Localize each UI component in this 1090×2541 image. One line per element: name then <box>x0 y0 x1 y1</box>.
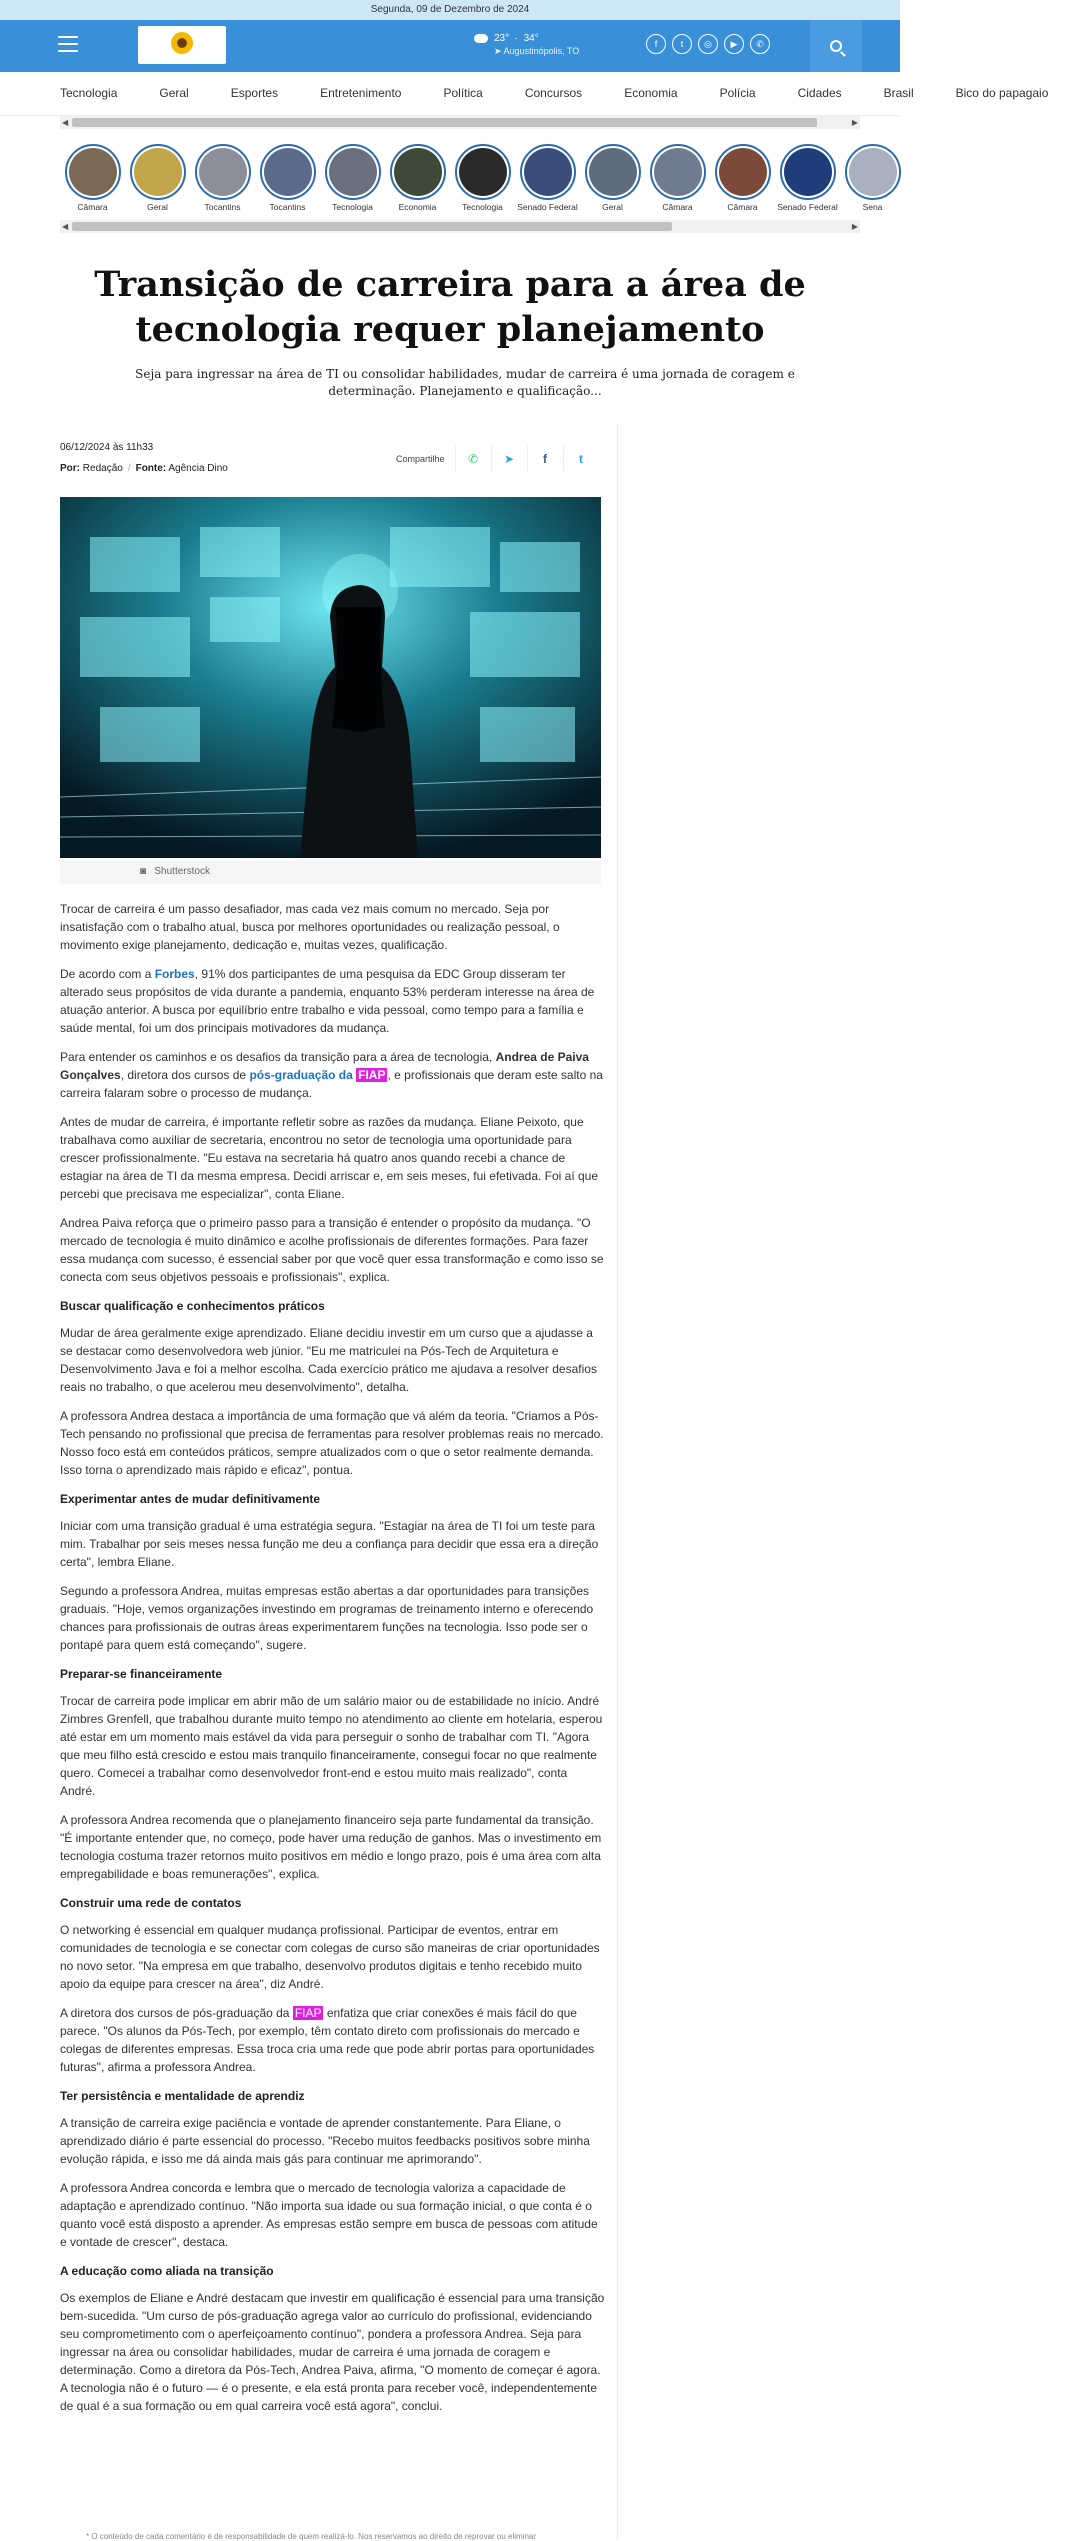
photo-credit: Shutterstock <box>154 866 210 877</box>
paragraph: Trocar de carreira é um passo desafiador, mas cada vez mais comum no mercado. Seja por insatisfação com o trabalho atual, busca por melhores oportunidades ou realização pessoal, o movimento exige planejamento, dedicação e, muitas vezes, qualificação. <box>60 902 560 952</box>
story-label: Sena <box>862 202 883 212</box>
twitter-share-icon[interactable]: t <box>563 446 599 472</box>
story-label: Tecnologia <box>462 202 503 212</box>
story-item[interactable] <box>840 144 905 212</box>
paragraph: A professora Andrea destaca a importância de uma formação que vá além da teoria. "Criamos a Pós-Tech pensando no profissional que precisa de ferramentas para resolver problemas reais no mercado. Nosso foco está em conteúdos práticos, sempre atualizados com o que o setor realmente demanda. Isso torna o aprendizado mais rápido e eficaz", pontua. <box>60 1409 604 1477</box>
story-thumbnail <box>585 144 641 200</box>
source: Agência Dino <box>168 463 228 474</box>
whatsapp-icon[interactable]: ✆ <box>750 34 770 54</box>
stories-scrollbar[interactable] <box>60 220 860 233</box>
paragraph: Os exemplos de Eliane e André destacam que investir em qualificação é essencial para uma transição bem-sucedida. "Um curso de pós-graduação agrega valor ao currículo do profissional, evidenciando seu comprometimento com o aperfeiçoamento contínuo", pondera a professora Andrea. Seja para ingressar na área ou consolidar habilidades, mudar de carreira é uma jornada de coragem e determinação. Como a diretora da Pós-Tech, Andrea Paiva, afirma, "O momento de começar é agora. A tecnologia não é o futuro — é o presente, e ela está pronta para receber você, independentemente de qual é a sua formação ou em qual carreira você está agora", conclui. <box>60 2291 605 2413</box>
story-item[interactable] <box>515 144 580 212</box>
facebook-share-icon[interactable]: f <box>527 446 563 472</box>
weather-min: 23° <box>494 33 510 44</box>
category-scrollbar[interactable] <box>60 116 860 129</box>
story-image <box>329 148 377 196</box>
story-image <box>69 148 117 196</box>
story-image <box>394 148 442 196</box>
story-image <box>719 148 767 196</box>
paragraph: Antes de mudar de carreira, é importante refletir sobre as razões da mudança. Eliane Peixoto, que trabalhava como auxiliar de secretaria, encontrou no setor de tecnologia uma oportunidade para crescer profissionalmente. "Eu estava na secretaria há quatro anos quando recebi a chance de estagiar na área de TI da mesma empresa. Decidi arriscar e, em seis meses, fui efetivada. Foi aí que percebi que precisava me especializar", conta Eliane. <box>60 1115 599 1201</box>
paragraph: A transição de carreira exige paciência e vontade de aprender constantemente. Para Eliane, o aprendizado diário é parte essencial do processo. "Recebo muitos feedbacks positivos sobre minha evolução rápida, e isso me dá ainda mais gás para continuar me aprimorando". <box>60 2116 590 2166</box>
article-photo <box>60 497 601 858</box>
whatsapp-share-icon[interactable]: ✆ <box>455 446 491 472</box>
comments-disclaimer: * O conteúdo de cada comentário é de responsabilidade de quem realizá-lo. Nos reservamos ao direito de reprovar ou eliminar <box>86 2532 537 2541</box>
weather-widget: 23° · 34° ➤ Augustinópolis, TO <box>494 32 579 58</box>
story-thumbnail <box>845 144 901 200</box>
date-bar <box>0 0 900 20</box>
site-header <box>0 20 900 72</box>
section-heading: Buscar qualificação e conhecimentos práticos <box>60 1299 325 1313</box>
nav-item[interactable]: Esportes <box>230 86 279 100</box>
paragraph: A diretora dos cursos de pós-graduação da FIAP enfatiza que criar conexões é mais fácil do que parece. "Os alunos da Pós-Tech, por exemplo, têm contato direto com profissionais do mercado e colegas de diferentes empresas. Essa troca cria uma rede que pode abrir portas para oportunidades futuras", afirma a professora Andrea. <box>60 2006 595 2074</box>
story-thumbnail <box>130 144 186 200</box>
story-image <box>199 148 247 196</box>
paragraph: A professora Andrea recomenda que o planejamento financeiro seja parte fundamental da transição. "É importante entender que, no começo, pode haver uma redução de ganhos. Mas o investimento em tecnologia costuma trazer retornos muito positivos em médio e longo prazo, pois é uma área com alta empregabilidade e boas remunerações", explica. <box>60 1813 602 1881</box>
story-label: Senado Federal <box>517 202 578 212</box>
category-nav <box>0 72 1049 116</box>
publish-date: 06/12/2024 às 11h33 <box>60 442 154 453</box>
story-label: Câmara <box>77 202 108 212</box>
search-icon <box>830 40 842 52</box>
menu-icon[interactable] <box>58 36 78 52</box>
nav-item[interactable]: Cidades <box>797 86 842 100</box>
article-subtitle: Seja para ingressar na área de TI ou consolidar habilidades, mudar de carreira é uma jornada de coragem e determinação. Planejamento e qualificação... <box>135 367 795 398</box>
site-logo[interactable] <box>138 26 226 64</box>
story-item[interactable] <box>255 144 320 212</box>
story-label: Tocantins <box>269 202 306 212</box>
nav-item[interactable]: Bico do papagaio <box>955 86 1049 100</box>
nav-item[interactable]: Concursos <box>524 86 583 100</box>
story-label: Senado Federal <box>777 202 838 212</box>
story-label: Geral <box>602 202 623 212</box>
article-title: Transição de carreira para a área de tecnologia requer planejamento <box>94 264 806 350</box>
twitter-icon[interactable]: t <box>672 34 692 54</box>
paragraph: Andrea Paiva reforça que o primeiro passo para a transição é entender o propósito da mudança. "O mercado de tecnologia é muito dinâmico e acolhe profissionais de diferentes formações. Para fazer essa mudança com sucesso, é essencial saber por que você quer essa transformação e como isso se conecta com seus objetivos pessoais e profissionais", explica. <box>60 1216 604 1284</box>
nav-item[interactable]: Geral <box>159 86 189 100</box>
scroll-right-icon[interactable]: ▶ <box>851 118 858 127</box>
nav-item[interactable]: Economia <box>624 86 678 100</box>
story-image <box>264 148 312 196</box>
category-list <box>60 86 1090 100</box>
youtube-icon[interactable]: ▶ <box>724 34 744 54</box>
section-heading: Experimentar antes de mudar definitivamente <box>60 1492 321 1506</box>
story-label: Câmara <box>727 202 758 212</box>
story-item[interactable] <box>450 144 515 212</box>
story-item[interactable] <box>320 144 385 212</box>
share-label: Compartilhe <box>396 454 445 464</box>
story-thumbnail <box>260 144 316 200</box>
story-item[interactable] <box>125 144 190 212</box>
story-label: Tecnologia <box>332 202 373 212</box>
story-image <box>654 148 702 196</box>
story-image <box>459 148 507 196</box>
share-box <box>396 446 599 472</box>
article-body <box>60 900 605 2426</box>
weather-city: Augustinópolis, TO <box>503 46 580 56</box>
story-item[interactable] <box>775 144 840 212</box>
photo-caption <box>60 860 601 884</box>
section-heading: Ter persistência e mentalidade de aprendiz <box>60 2089 305 2103</box>
camera-icon: ◙ <box>140 866 147 877</box>
telegram-share-icon[interactable]: ➤ <box>491 446 527 472</box>
scroll-right-icon[interactable]: ▶ <box>851 222 858 231</box>
story-item[interactable] <box>710 144 775 212</box>
cloud-icon <box>474 34 488 43</box>
current-date: Segunda, 09 de Dezembro de 2024 <box>370 4 530 15</box>
forbes-link[interactable]: Forbes <box>154 967 195 981</box>
nav-item[interactable]: Tecnologia <box>60 86 118 100</box>
instagram-icon[interactable]: ◎ <box>698 34 718 54</box>
paragraph: Para entender os caminhos e os desafios da transição para a área de tecnologia, Andrea de Paiva Gonçalves, diretora dos cursos de pós-graduação da FIAP , e profissionais que deram este salto na carreira falaram sobre o processo de mudança. <box>60 1050 603 1100</box>
paragraph: Iniciar com uma transição gradual é uma estratégia segura. "Estagiar na área de TI foi um teste para mim. Trabalhar por seis meses nessa função me deu a confiança para decidir que essa era a direção certa", lembra Eliane. <box>60 1519 599 1569</box>
story-thumbnail <box>520 144 576 200</box>
scroll-left-icon[interactable]: ◀ <box>62 222 69 231</box>
posgrad-link[interactable]: pós-graduação da FIAP <box>249 1068 386 1082</box>
story-item[interactable] <box>190 144 255 212</box>
article-meta: 06/12/2024 às 11h33 Por: Redação / Fonte: Agência Dino <box>60 442 228 474</box>
section-heading: Preparar-se financeiramente <box>60 1667 223 1681</box>
stories-carousel <box>60 144 883 212</box>
nav-item[interactable]: Política <box>443 86 483 100</box>
facebook-icon[interactable]: f <box>646 34 666 54</box>
story-thumbnail <box>455 144 511 200</box>
section-heading: A educação como aliada na transição <box>60 2264 274 2278</box>
story-label: Geral <box>147 202 168 212</box>
nav-item[interactable]: Polícia <box>719 86 756 100</box>
story-item[interactable] <box>60 144 125 212</box>
sunflower-logo-icon <box>171 32 193 54</box>
story-item[interactable] <box>385 144 450 212</box>
story-thumbnail <box>195 144 251 200</box>
story-thumbnail <box>390 144 446 200</box>
story-label: Tocantins <box>204 202 241 212</box>
story-thumbnail <box>325 144 381 200</box>
story-image <box>784 148 832 196</box>
paragraph: Trocar de carreira pode implicar em abrir mão de um salário maior ou de estabilidade no início. André Zimbres Grenfell, que trabalhou durante muito tempo no atendimento ao cliente em hotelaria, esperou até estar em um momento mais estável da vida para perseguir o sonho de trabalhar com TI. "Agora que meu filho está crescido e estou mais tranquilo financeiramente, consegui focar no que realmente quero. Comecei a trabalhar como desenvolvedor front-end e estou muito mais realizado", conta André. <box>60 1694 603 1798</box>
scroll-thumb[interactable] <box>72 222 672 231</box>
story-thumbnail <box>650 144 706 200</box>
story-thumbnail <box>780 144 836 200</box>
search-button[interactable] <box>810 20 862 72</box>
story-label: Economia <box>398 202 437 212</box>
paragraph: Segundo a professora Andrea, muitas empresas estão abertas a dar oportunidades para transições graduais. "Hoje, vemos organizações investindo em programas de treinamento interno e oferecendo chances para profissionais de outras áreas experimentarem funções na tecnologia. Isso pode ser o pontapé para quem está começando", sugere. <box>60 1584 594 1652</box>
social-links <box>646 34 770 54</box>
weather-max: 34° <box>523 33 539 44</box>
story-thumbnail <box>715 144 771 200</box>
section-heading: Construir uma rede de contatos <box>60 1896 242 1910</box>
paragraph: De acordo com a Forbes, 91% dos participantes de uma pesquisa da EDC Group disseram ter alterado seus propósitos de vida durante a pandemia, enquanto 53% perderam interesse na área de atuação anterior. A busca por equilíbrio entre trabalho e vida pessoal, como tempo para a família e saúde mental, foi um dos principais motivadores da mudança. <box>60 967 595 1035</box>
story-item[interactable] <box>645 144 710 212</box>
nav-item[interactable]: Brasil <box>883 86 914 100</box>
story-thumbnail <box>65 144 121 200</box>
nav-item[interactable]: Entretenimento <box>320 86 402 100</box>
scroll-thumb[interactable] <box>72 118 817 127</box>
source-label: Fonte: <box>135 463 167 474</box>
author: Redação <box>82 463 123 474</box>
scroll-left-icon[interactable]: ◀ <box>62 118 69 127</box>
story-image <box>589 148 637 196</box>
paragraph: O networking é essencial em qualquer mudança profissional. Participar de eventos, entrar em comunidades de tecnologia e se conectar com colegas de curso são maneiras de criar oportunidades no novo setor. "Na empresa em que trabalho, desenvolvo produtos digitais e tenho recebido muito apoio da equipe para crescer na área", diz André. <box>60 1923 600 1991</box>
paragraph: A professora Andrea concorda e lembra que o mercado de tecnologia valoriza a capacidade de adaptação e aprendizado contínuo. "Não importa sua idade ou sua formação inicial, o que conta é o quanto você está disposto a aprender. As empresas estão sempre em busca de pessoas com atitude e vontade de crescer", destaca. <box>60 2181 598 2249</box>
author-label: Por: <box>60 463 80 474</box>
story-item[interactable] <box>580 144 645 212</box>
woman-tech-screens-image <box>60 497 601 858</box>
story-image <box>524 148 572 196</box>
story-label: Câmara <box>662 202 693 212</box>
paragraph: Mudar de área geralmente exige aprendizado. Eliane decidiu investir em um curso que a ajudasse a se destacar como desenvolvedora web júnior. "Eu me matriculei na Pós-Tech de Arquitetura e Desenvolvimento Java e foi a melhor escolha. Cada exercício prático me ajudava a resolver desafios reais no trabalho, o que acelerou meu desenvolvimento", detalha. <box>60 1326 597 1394</box>
story-image <box>134 148 182 196</box>
story-image <box>849 148 897 196</box>
